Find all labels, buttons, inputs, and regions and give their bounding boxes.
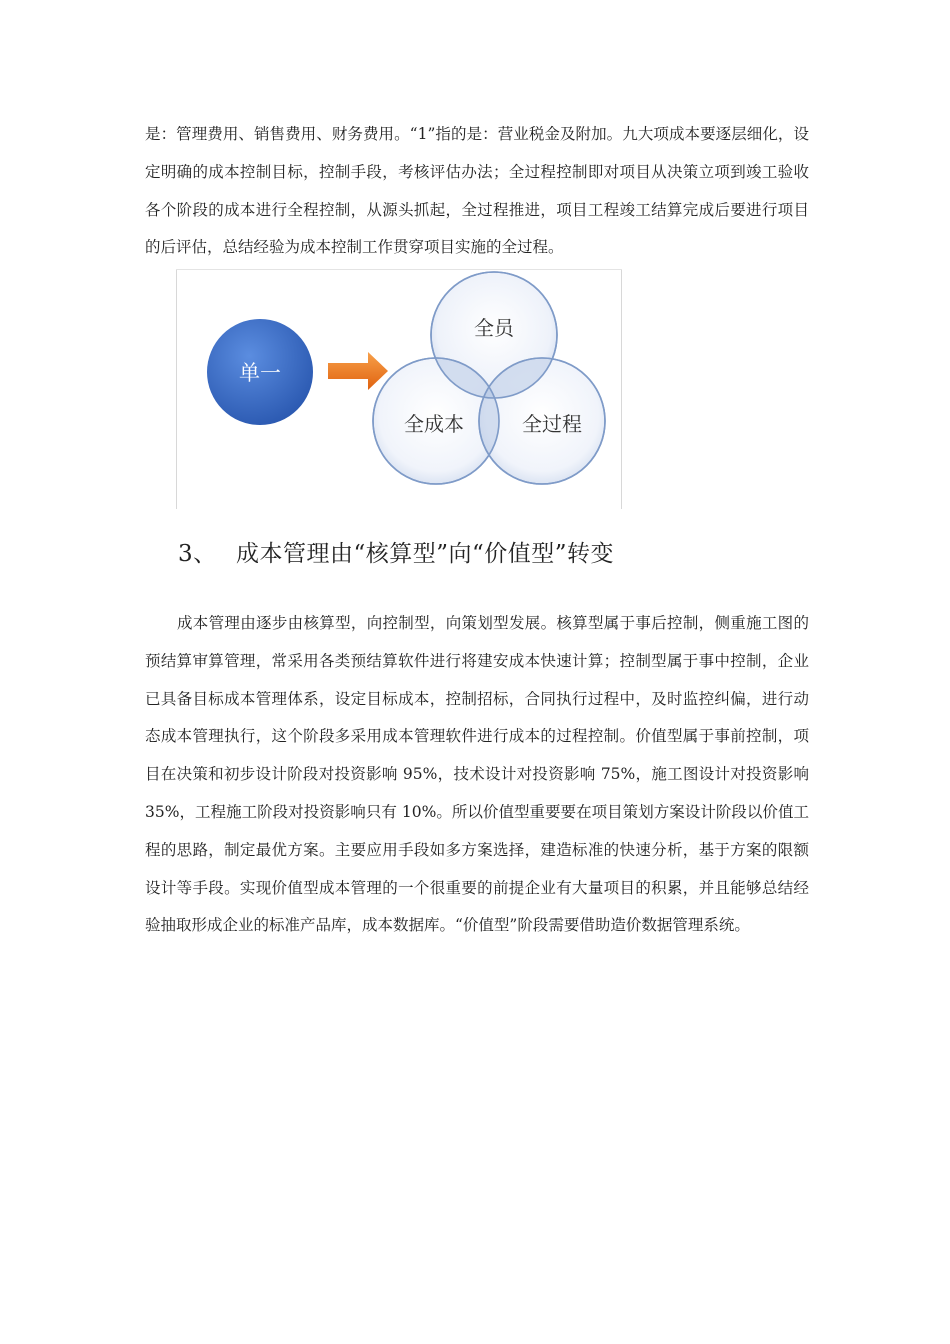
single-label: 单一 [239,361,281,385]
section-heading [178,534,614,574]
section-number: 3、 [178,541,217,567]
paragraph-value-type: 成本管理由逐步由核算型，向控制型，向策划型发展。核算型属于事后控制，侧重施工图的预结算审算管理，常采用各类预结算软件进行将建安成本快速计算；控制型属于事中控制，企业已具备目标成本管理体系，设定目标成本，控制招标，合同执行过程中，及时监控纠偏，进行动态成本管理执行，这个阶段多采用成本管理软件进行成本的过程控制。价值型属于事前控制，项目在决策和初步设计阶段对投资影响 95%，技术设计对投资影响 75%，施工图设计对投资影响 35%，工程施工阶段对投资影响只有 10%。所以价值型重要要在项目策划方案设计阶段以价值工程的思路，制定最优方案。主要应用手段如多方案选择，建造标准的快速分析，基于方案的限额设计等手段。实现价值型成本管理的一个很重要的前提企业有大量项目的积累，并且能够总结经验抽取形成企业的标准产品库，成本数据库。“价值型”阶段需要借助造价数据管理系统。 [145,614,809,935]
cost-control-diagram [176,269,622,509]
circle-left-label: 全成本 [404,412,464,436]
circle-top-label: 全员 [474,316,514,340]
paragraph-intro: 是：管理费用、销售费用、财务费用。“1”指的是：营业税金及附加。九大项成本要逐层细化，设定明确的成本控制目标，控制手段，考核评估办法；全过程控制即对项目从决策立项到竣工验收各个阶段的成本进行全程控制，从源头抓起，全过程推进，项目工程竣工结算完成后要进行项目的后评估，总结经验为成本控制工作贯穿项目实施的全过程。 [145,125,809,257]
diagram-svg [176,269,622,509]
arrow-icon [328,352,388,390]
circle-right-label: 全过程 [522,412,582,436]
section-title: 成本管理由“核算型”向“价值型”转变 [236,541,615,567]
